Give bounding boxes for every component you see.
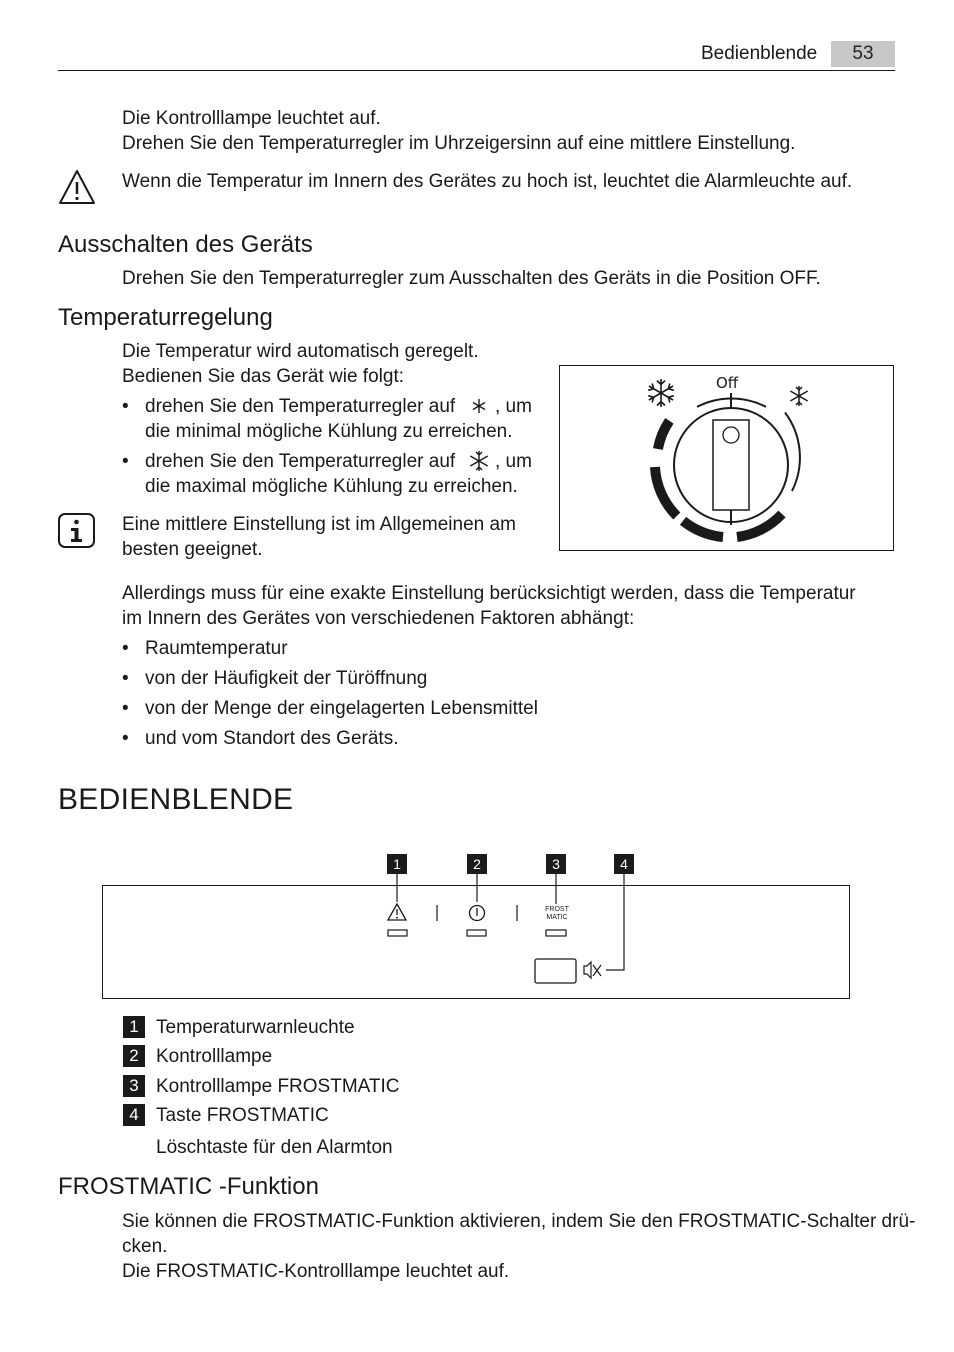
legend-label: Taste FROSTMATIC: [156, 1105, 329, 1126]
dial-knob: [713, 420, 749, 510]
factor-item: und vom Standort des Geräts.: [145, 728, 399, 749]
bullet1-text-c: die minimal mögliche Kühlung zu erreichen.: [145, 421, 513, 442]
bullet1-text-a: drehen Sie den Temperaturregler auf: [145, 396, 456, 417]
control-panel: [102, 885, 850, 999]
legend-label: Kontrolllampe: [156, 1046, 273, 1067]
intro-line-1: Die Kontrolllampe leuchtet auf.: [122, 108, 381, 129]
temp-para-2: Bedienen Sie das Gerät wie folgt:: [122, 366, 405, 387]
legend-number: 2: [123, 1045, 145, 1067]
callout-3: 3: [546, 854, 566, 874]
page-number: 53: [852, 43, 874, 64]
info-icon: [57, 511, 97, 551]
bullet-dot: •: [122, 698, 129, 719]
bullet-dot: •: [122, 728, 129, 749]
intro-line-2: Drehen Sie den Temperaturregler im Uhrzeigersinn auf eine mittlere Einstellung.: [122, 133, 796, 154]
frostmatic-text-2: cken.: [122, 1236, 168, 1257]
legend-label: Temperaturwarnleuchte: [156, 1017, 355, 1038]
legend-extra-label: Löschtaste für den Alarmton: [156, 1137, 393, 1158]
bullet-dot: •: [122, 451, 129, 472]
callout-2: 2: [467, 854, 487, 874]
page-number-box: [831, 41, 895, 67]
legend-number: 4: [123, 1104, 145, 1126]
info-text-2: besten geeignet.: [122, 539, 263, 560]
snowflake-small-icon: [471, 398, 487, 414]
dial-off-label: Off: [716, 374, 739, 392]
bullet1-text-b: , um: [495, 396, 532, 417]
warning-icon: [57, 168, 97, 206]
bullet2-text-a: drehen Sie den Temperaturregler auf: [145, 451, 456, 472]
legend-number: 3: [123, 1075, 145, 1097]
info-text-1: Eine mittlere Einstellung ist im Allgemeinen am: [122, 514, 516, 535]
factor-item: von der Häufigkeit der Türöffnung: [145, 668, 428, 689]
callout-1: 1: [387, 854, 407, 874]
snowflake-large-icon: [467, 449, 491, 473]
legend-label: Kontrolllampe FROSTMATIC: [156, 1076, 400, 1097]
heading-bedienblende: BEDIENBLENDE: [58, 783, 294, 816]
temperature-dial-figure: [559, 365, 894, 551]
factor-item: von der Menge der eingelagerten Lebensmittel: [145, 698, 538, 719]
legend-number: 1: [123, 1016, 145, 1038]
panel-frostmatic-label: [539, 906, 575, 922]
panel-frost-text: FROST: [545, 906, 569, 913]
heading-frostmatic: FROSTMATIC -Funktion: [58, 1173, 319, 1200]
panel-matic-text: MATIC: [546, 914, 568, 921]
factors-text-2: im Innern des Gerätes von verschiedenen Faktoren abhängt:: [122, 608, 635, 629]
factors-text-1: Allerdings muss für eine exakte Einstellung berücksichtigt werden, dass die Temperatur: [122, 583, 856, 604]
callout-4: 4: [614, 854, 634, 874]
bullet-dot: •: [122, 396, 129, 417]
snowflake-max-icon: [648, 379, 674, 407]
bullet2-text-c: die maximal mögliche Kühlung zu erreichen.: [145, 476, 518, 497]
header-section-title: Bedienblende: [701, 43, 818, 64]
warning-text: Wenn die Temperatur im Innern des Gerätes zu hoch ist, leuchtet die Alarmleuchte auf.: [122, 171, 853, 192]
heading-temperaturregelung: Temperaturregelung: [58, 304, 273, 331]
ausschalten-text: Drehen Sie den Temperaturregler zum Ausschalten des Geräts in die Position OFF.: [122, 268, 821, 289]
bullet-dot: •: [122, 638, 129, 659]
temp-para-1: Die Temperatur wird automatisch geregelt.: [122, 341, 479, 362]
bullet-dot: •: [122, 668, 129, 689]
frostmatic-text-1: Sie können die FROSTMATIC-Funktion aktivieren, indem Sie den FROSTMATIC-Schalter drü-: [122, 1211, 916, 1232]
heading-ausschalten: Ausschalten des Geräts: [58, 231, 313, 258]
header-rule: [58, 70, 895, 71]
frostmatic-text-3: Die FROSTMATIC-Kontrolllampe leuchtet auf.: [122, 1261, 510, 1282]
snowflake-min-icon: [790, 386, 807, 406]
factor-item: Raumtemperatur: [145, 638, 288, 659]
bullet2-text-b: , um: [495, 451, 532, 472]
